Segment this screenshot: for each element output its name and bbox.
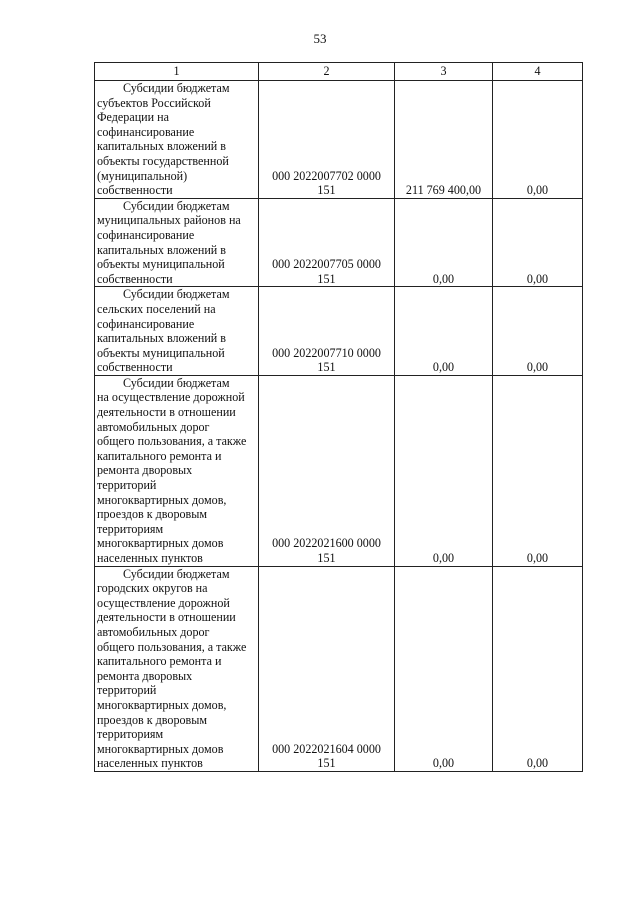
row-name-line: многоквартирных домов bbox=[97, 741, 224, 756]
row-name-line: городских округов на bbox=[97, 581, 208, 596]
row-code-line: 151 bbox=[317, 756, 336, 771]
row-name-line: территориям bbox=[97, 521, 164, 536]
row-name-line: территорий bbox=[97, 683, 157, 698]
row-value-col3: 0,00 bbox=[395, 375, 493, 566]
row-name-line: сельских поселений на bbox=[97, 301, 216, 316]
row-code-cell bbox=[259, 566, 395, 771]
row-name-line: на осуществление дорожной bbox=[97, 390, 245, 405]
row-value-col3: 0,00 bbox=[395, 287, 493, 376]
row-value-col3: 0,00 bbox=[395, 198, 493, 287]
row-name-line: населенных пунктов bbox=[97, 756, 203, 771]
row-code-line: 151 bbox=[317, 551, 336, 565]
column-header-1: 1 bbox=[95, 63, 259, 81]
row-name-line: Субсидии бюджетам bbox=[123, 566, 230, 581]
row-code-line: 000 2022021600 0000 bbox=[272, 536, 381, 551]
column-header-2: 2 bbox=[259, 63, 395, 81]
table-row bbox=[95, 566, 583, 771]
row-name-line: софинансирование bbox=[97, 227, 195, 242]
row-value-col3: 211 769 400,00 bbox=[395, 81, 493, 199]
row-name-line: осуществление дорожной bbox=[97, 595, 230, 610]
table-row bbox=[95, 81, 583, 199]
row-name-line: софинансирование bbox=[97, 316, 195, 331]
row-name-line: капитального ремонта и bbox=[97, 448, 222, 463]
row-code-cell bbox=[259, 81, 395, 199]
row-name-line: Субсидии бюджетам bbox=[123, 81, 230, 95]
row-code-line: 151 bbox=[317, 271, 336, 286]
row-name-line: капитальных вложений в bbox=[97, 331, 227, 346]
table-row bbox=[95, 198, 583, 287]
row-name-line: субъектов Российской bbox=[97, 95, 211, 110]
row-name-cell bbox=[95, 81, 259, 199]
row-code-line: 151 bbox=[317, 183, 336, 198]
row-value-col4: 0,00 bbox=[493, 287, 583, 376]
row-code-line: 000 2022007705 0000 bbox=[272, 257, 381, 272]
row-name-line: Субсидии бюджетам bbox=[123, 287, 230, 302]
row-name-line: собственности bbox=[97, 360, 173, 375]
table-row bbox=[95, 375, 583, 566]
column-header-4: 4 bbox=[493, 63, 583, 81]
row-name-cell bbox=[95, 375, 259, 566]
row-name-line: собственности bbox=[97, 183, 173, 198]
row-name-line: (муниципальной) bbox=[97, 168, 188, 183]
row-name-line: деятельности в отношении bbox=[97, 610, 236, 625]
row-name-line: объекты муниципальной bbox=[97, 257, 225, 272]
row-name-line: многоквартирных домов, bbox=[97, 492, 227, 507]
row-code-line: 000 2022007702 0000 bbox=[272, 168, 381, 183]
row-name-line: общего пользования, а также bbox=[97, 434, 247, 449]
row-name-line: территорий bbox=[97, 478, 157, 493]
row-name-cell bbox=[95, 198, 259, 287]
row-value-col4: 0,00 bbox=[493, 198, 583, 287]
row-value-col3: 0,00 bbox=[395, 566, 493, 771]
row-name-line: собственности bbox=[97, 271, 173, 286]
budget-table bbox=[94, 62, 583, 772]
row-name-line: проездов к дворовым bbox=[97, 712, 208, 727]
row-name-cell bbox=[95, 287, 259, 376]
row-name-line: капитального ремонта и bbox=[97, 654, 222, 669]
row-name-line: многоквартирных домов bbox=[97, 536, 224, 551]
row-name-line: капитальных вложений в bbox=[97, 242, 227, 257]
row-name-line: софинансирование bbox=[97, 124, 195, 139]
row-name-line: общего пользования, а также bbox=[97, 639, 247, 654]
row-name-cell bbox=[95, 566, 259, 771]
row-value-col4: 0,00 bbox=[493, 81, 583, 199]
row-name-line: объекты государственной bbox=[97, 153, 229, 168]
header-row bbox=[95, 63, 583, 81]
row-code-line: 151 bbox=[317, 360, 336, 375]
row-name-line: объекты муниципальной bbox=[97, 345, 225, 360]
row-name-line: Федерации на bbox=[97, 110, 169, 125]
row-name-line: муниципальных районов на bbox=[97, 213, 241, 228]
row-name-line: территориям bbox=[97, 727, 164, 742]
row-value-col4: 0,00 bbox=[493, 566, 583, 771]
row-name-line: населенных пунктов bbox=[97, 551, 203, 565]
row-value-col4: 0,00 bbox=[493, 375, 583, 566]
row-name-line: многоквартирных домов, bbox=[97, 697, 227, 712]
row-code-cell bbox=[259, 287, 395, 376]
row-name-line: Субсидии бюджетам bbox=[123, 198, 230, 213]
row-code-cell bbox=[259, 198, 395, 287]
row-code-line: 000 2022007710 0000 bbox=[272, 345, 381, 360]
row-name-line: ремонта дворовых bbox=[97, 463, 193, 478]
row-name-line: капитальных вложений в bbox=[97, 139, 227, 154]
table-row bbox=[95, 287, 583, 376]
page-number: 53 bbox=[313, 31, 327, 46]
column-header-3: 3 bbox=[395, 63, 493, 81]
row-name-line: автомобильных дорог bbox=[97, 419, 210, 434]
row-name-line: Субсидии бюджетам bbox=[123, 375, 230, 390]
row-code-line: 000 2022021604 0000 bbox=[272, 741, 381, 756]
row-name-line: проездов к дворовым bbox=[97, 507, 208, 522]
row-name-line: деятельности в отношении bbox=[97, 405, 236, 420]
row-code-cell bbox=[259, 375, 395, 566]
row-name-line: автомобильных дорог bbox=[97, 624, 210, 639]
row-name-line: ремонта дворовых bbox=[97, 668, 193, 683]
